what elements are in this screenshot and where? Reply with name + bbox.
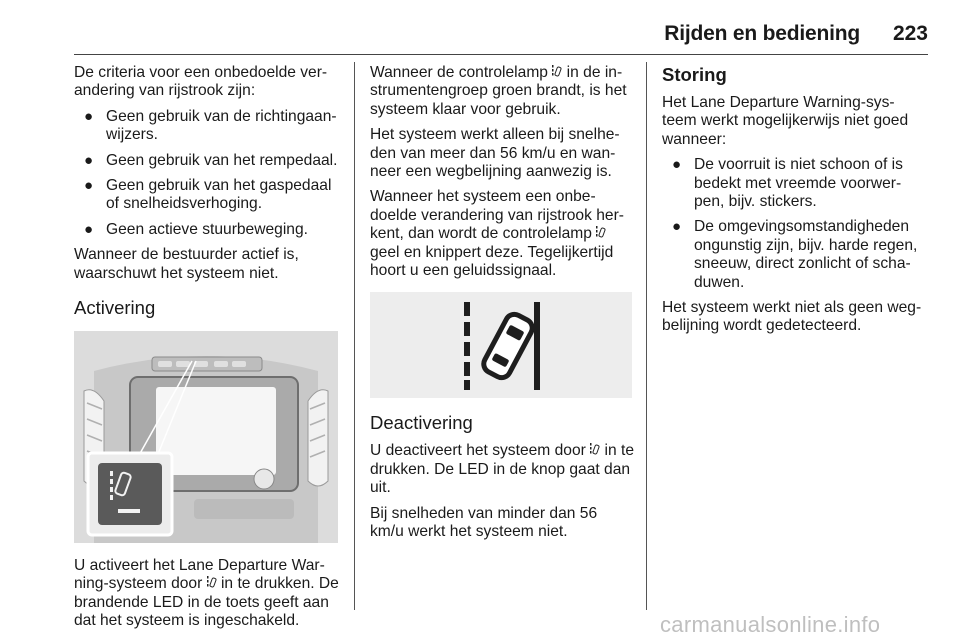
column-divider-2 — [646, 62, 647, 610]
bullet-icon: ● — [84, 177, 94, 195]
column-2 — [370, 64, 634, 549]
lane-departure-icon — [596, 226, 606, 239]
column-3 — [662, 64, 930, 343]
page-number: 223 — [892, 22, 928, 45]
list-item: ● De voorruit is niet schoon of is bedekt met vreemde voorwer- pen, bijv. stickers. — [672, 156, 903, 211]
speed-paragraph: Het systeem werkt alleen bij snelhe- den van meer dan 56 km/u en wan- neer een wegbelijning aanwezig is. — [370, 126, 620, 181]
low-speed-paragraph: Bij snelheden van minder dan 56 km/u werkt het systeem niet. — [370, 504, 598, 541]
bullet-icon: ● — [672, 218, 682, 236]
bullet-icon: ● — [84, 151, 94, 169]
deactivation-paragraph: U deactiveert het systeem door in te drukken. De LED in de knop gaat dan uit. — [370, 442, 634, 497]
list-item: ● Geen gebruik van het rempedaal. — [84, 151, 338, 169]
malfunction-intro: Het Lane Departure Warning-sys- teem werkt mogelijkerwijs niet goed wanneer: — [662, 94, 909, 148]
header-rule — [74, 54, 928, 55]
running-header: Rijden en bediening — [664, 22, 860, 45]
warning-paragraph: Wanneer het systeem een onbe- doelde verandering van rijstrook her- kent, dan wordt de controlelamp geel en knippert deze. Tegelijkertijd hoort u een geluidssignaal. — [370, 188, 624, 280]
list-item: ● Geen actieve stuurbeweging. — [84, 220, 308, 238]
bullet-icon: ● — [84, 220, 94, 238]
lane-departure-symbol-graphic — [370, 292, 632, 398]
dashboard-photo — [74, 331, 338, 543]
section-heading-deactivering: Deactivering — [370, 412, 473, 434]
criteria-list — [74, 108, 342, 239]
activation-text: U activeert het Lane Departure War- ning-systeem door in te drukken. De brandende LED in de toets geeft aan dat het systeem is ingeschakeld. — [74, 557, 339, 630]
column-1 — [74, 64, 342, 638]
list-item: ● Geen gebruik van de richtingaan- wijzers. — [84, 107, 337, 144]
malfunction-list — [662, 156, 930, 292]
status-paragraph: Wanneer de controlelamp in de in- strumentengroep groen brandt, is het systeem klaar voor gebruik. — [370, 64, 627, 118]
bullet-icon: ● — [672, 156, 682, 174]
column-divider-1 — [354, 62, 355, 610]
list-item: ● Geen gebruik van het gaspedaal of snelheidsverhoging. — [84, 177, 332, 213]
lane-departure-icon — [207, 576, 217, 589]
criteria-intro: De criteria voor een onbedoelde ver- andering van rijstrook zijn: — [74, 64, 328, 100]
watermark: carmanualsonline.info — [660, 612, 881, 637]
lane-departure-icon — [552, 65, 562, 78]
list-item: ● De omgevingsomstandigheden ongunstig zijn, bijv. harde regen, sneeuw, direct zonlicht of scha- duwen. — [672, 218, 918, 291]
section-heading-storing: Storing — [662, 64, 727, 85]
no-markings-note: Het systeem werkt niet als geen weg- belijning wordt gedetecteerd. — [662, 299, 922, 335]
section-heading-activering: Activering — [74, 297, 156, 319]
lane-departure-icon — [590, 443, 600, 456]
no-warning-note: Wanneer de bestuurder actief is, waarschuwt het systeem niet. — [74, 246, 299, 282]
bullet-icon: ● — [84, 107, 94, 125]
